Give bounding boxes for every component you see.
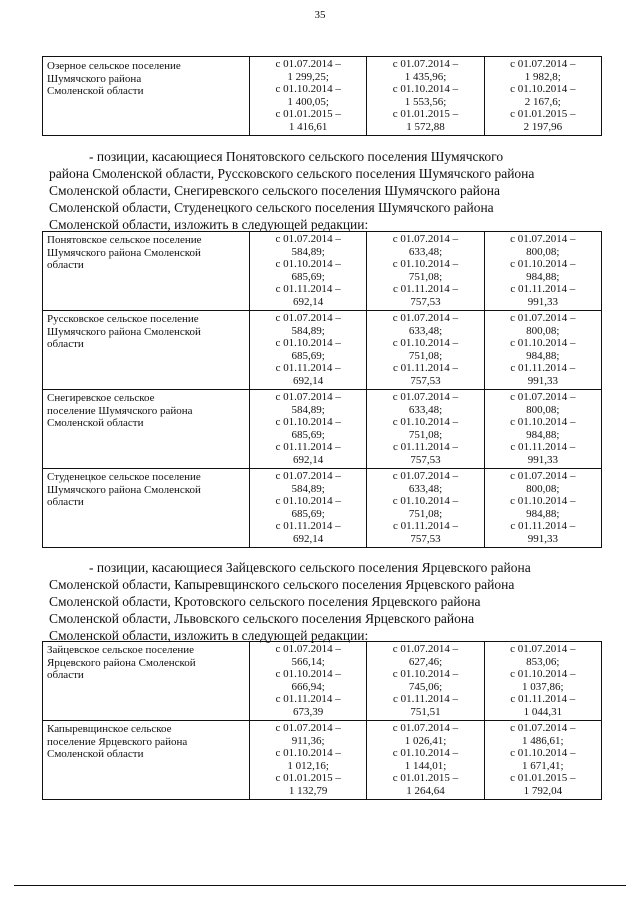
- tariff-cell: [250, 311, 367, 390]
- tariff-value: 1 416,61: [288, 120, 328, 133]
- tariff-period: с 01.07.2014 –: [275, 643, 341, 655]
- tariff-period: с 01.11.2014 –: [510, 441, 576, 453]
- settlement-name-cell: [43, 57, 250, 136]
- tariff-value: 633,48;: [408, 324, 443, 337]
- tariff-cell: [250, 721, 367, 800]
- settlement-name-line: Студенецкое сельское поселение: [47, 471, 201, 483]
- tariff-value: 751,51: [410, 705, 441, 718]
- tariff-value: 1 026,41;: [404, 734, 447, 747]
- tariff-value: 991,33: [527, 295, 558, 308]
- tariff-value: 1 486,61;: [522, 734, 564, 747]
- tariff-value: 751,08;: [408, 507, 443, 520]
- settlement-name-line: Шумячского района Смоленской: [47, 483, 201, 496]
- tariff-period: с 01.07.2014 –: [392, 391, 459, 403]
- tariff-period: с 01.07.2014 –: [510, 722, 576, 734]
- tariff-value: 751,08;: [408, 428, 443, 441]
- tariff-period: с 01.11.2014 –: [275, 362, 341, 374]
- tariff-period: с 01.07.2014 –: [392, 58, 459, 70]
- tariff-value: 1 400,05;: [287, 95, 329, 108]
- tariff-value: 2 167,6;: [524, 95, 561, 108]
- tariff-cell: [367, 57, 484, 136]
- tariff-value: 745,06;: [408, 680, 443, 693]
- tariff-cell: [484, 721, 601, 800]
- settlement-name-line: области: [47, 669, 84, 681]
- tariff-period: с 01.11.2014 –: [510, 362, 576, 374]
- tariff-value: 1 299,25;: [287, 70, 329, 83]
- paragraph-line: Смоленской области, Кротовского сельского поселения Ярцевского района: [49, 594, 481, 609]
- tariff-value: 984,88;: [526, 428, 560, 441]
- tariff-period: с 01.01.2015 –: [392, 772, 459, 784]
- tariff-value: 984,88;: [526, 270, 560, 283]
- paragraph-line: Смоленской области, Снегиревского сельского поселения Шумячского района: [49, 183, 500, 198]
- settlement-name-line: Озерное сельское поселение: [47, 60, 181, 72]
- tariff-period: с 01.11.2014 –: [275, 283, 341, 295]
- tariff-period: с 01.11.2014 –: [393, 520, 458, 532]
- tariff-period: с 01.11.2014 –: [275, 441, 341, 453]
- tariff-period: с 01.10.2014 –: [510, 83, 576, 95]
- tariff-cell: [484, 642, 601, 721]
- tariff-cell: [250, 469, 367, 548]
- tariff-value: 685,69;: [291, 270, 325, 283]
- tariff-period: с 01.10.2014 –: [275, 668, 341, 680]
- settlement-name-cell: [43, 232, 250, 311]
- tariff-period: с 01.10.2014 –: [275, 747, 341, 759]
- tariff-period: с 01.07.2014 –: [275, 312, 341, 324]
- table-row: [43, 311, 602, 390]
- paragraph-line: - позиции, касающиеся Понятовского сельского поселения Шумячского: [89, 149, 504, 164]
- tariff-value: 800,08;: [526, 403, 560, 416]
- tariff-period: с 01.07.2014 –: [275, 391, 341, 403]
- tariff-value: 673,39: [293, 705, 324, 718]
- tariff-period: с 01.07.2014 –: [510, 391, 576, 403]
- tariff-cell: [250, 57, 367, 136]
- tariff-cell: [367, 642, 484, 721]
- tariff-period: с 01.10.2014 –: [275, 258, 341, 270]
- tariff-value: 1 671,41;: [522, 759, 564, 772]
- tariff-value: 757,53: [410, 295, 441, 308]
- tariff-period: с 01.10.2014 –: [392, 337, 459, 349]
- tariff-value: 1 982,8;: [524, 70, 561, 83]
- tariff-period: с 01.10.2014 –: [510, 416, 576, 428]
- tariff-value: 800,08;: [526, 245, 560, 258]
- tariff-value: 757,53: [410, 374, 441, 387]
- settlement-name-line: области: [47, 496, 84, 508]
- tariff-cell: [250, 642, 367, 721]
- tariff-period: с 01.10.2014 –: [275, 83, 341, 95]
- tariff-period: с 01.11.2014 –: [510, 520, 576, 532]
- settlement-name-line: Ярцевского района Смоленской: [47, 656, 196, 669]
- tariff-period: с 01.07.2014 –: [510, 58, 576, 70]
- tariff-value: 2 197,96: [523, 120, 563, 133]
- tariff-period: с 01.07.2014 –: [392, 312, 459, 324]
- tariff-value: 1 144,01;: [404, 759, 447, 772]
- tariff-value: 692,14: [293, 295, 324, 308]
- tariff-value: 584,89;: [291, 324, 325, 337]
- table-row: [43, 721, 602, 800]
- tariff-value: 566,14;: [291, 655, 325, 668]
- tariff-period: с 01.10.2014 –: [510, 258, 576, 270]
- tariff-value: 685,69;: [291, 507, 325, 520]
- settlement-name-line: области: [47, 338, 84, 350]
- tariff-period: с 01.11.2014 –: [275, 693, 341, 705]
- tariff-value: 751,08;: [408, 349, 443, 362]
- tariff-period: с 01.10.2014 –: [392, 747, 459, 759]
- tariff-value: 991,33: [527, 453, 558, 466]
- tariff-period: с 01.07.2014 –: [510, 643, 576, 655]
- tariff-period: с 01.07.2014 –: [275, 722, 341, 734]
- tariff-cell: [250, 390, 367, 469]
- tariff-period: с 01.07.2014 –: [392, 643, 459, 655]
- tariff-value: 911,36;: [291, 734, 325, 747]
- tariff-table-shumyachsky: [42, 231, 602, 548]
- table-row: [43, 390, 602, 469]
- settlement-name-line: области: [47, 259, 84, 271]
- tariff-cell: [367, 311, 484, 390]
- tariff-period: с 01.11.2014 –: [393, 693, 458, 705]
- tariff-value: 1 044,31: [523, 705, 563, 718]
- tariff-period: с 01.07.2014 –: [510, 470, 576, 482]
- tariff-cell: [484, 390, 601, 469]
- tariff-value: 692,14: [293, 453, 324, 466]
- tariff-period: с 01.11.2014 –: [393, 283, 458, 295]
- tariff-period: с 01.01.2015 –: [392, 108, 459, 120]
- tariff-period: с 01.07.2014 –: [392, 470, 459, 482]
- tariff-value: 1 264,64: [406, 784, 445, 797]
- settlement-name-line: Шумячского района Смоленской: [47, 246, 201, 259]
- tariff-period: с 01.11.2014 –: [510, 693, 576, 705]
- settlement-name-line: Русcковское сельское поселение: [47, 313, 199, 325]
- tariff-value: 627,46;: [408, 655, 443, 668]
- paragraph-line: Смоленской области, Капыревщинского сельского поселения Ярцевского района: [49, 577, 515, 592]
- paragraph-line: Смоленской области, Львовского сельского поселения Ярцевского района: [49, 611, 475, 626]
- tariff-period: с 01.10.2014 –: [392, 258, 459, 270]
- tariff-value: 1 553,56;: [404, 95, 447, 108]
- settlement-name-line: Капыревщинское сельское: [47, 723, 172, 735]
- tariff-value: 757,53: [410, 453, 441, 466]
- footer-rule: [14, 885, 626, 886]
- tariff-period: с 01.10.2014 –: [275, 495, 341, 507]
- settlement-name-line: Шумячского района: [47, 72, 142, 85]
- tariff-cell: [250, 232, 367, 311]
- tariff-period: с 01.11.2014 –: [275, 520, 341, 532]
- tariff-period: с 01.10.2014 –: [510, 668, 576, 680]
- settlement-name-cell: [43, 390, 250, 469]
- tariff-value: 853,06;: [526, 655, 560, 668]
- table-row: [43, 57, 602, 136]
- tariff-value: 633,48;: [408, 482, 443, 495]
- tariff-period: с 01.07.2014 –: [275, 470, 341, 482]
- tariff-value: 584,89;: [291, 245, 325, 258]
- tariff-cell: [367, 469, 484, 548]
- settlement-name-line: Шумячского района Смоленской: [47, 325, 201, 338]
- settlement-name-line: Смоленской области: [47, 85, 144, 97]
- tariff-value: 984,88;: [526, 507, 560, 520]
- settlement-name-cell: [43, 642, 250, 721]
- tariff-value: 991,33: [527, 374, 558, 387]
- table-row: [43, 469, 602, 548]
- tariff-value: 800,08;: [526, 482, 560, 495]
- tariff-period: с 01.01.2015 –: [510, 108, 576, 120]
- tariff-value: 1 037,86;: [522, 680, 564, 693]
- settlement-name-line: Смоленской области: [47, 748, 144, 760]
- tariff-period: с 01.11.2014 –: [510, 283, 576, 295]
- tariff-value: 584,89;: [291, 403, 325, 416]
- tariff-value: 633,48;: [408, 245, 443, 258]
- paragraph-line: Смоленской области, изложить в следующей редакции:: [49, 628, 369, 643]
- tariff-period: с 01.07.2014 –: [392, 233, 459, 245]
- tariff-period: с 01.07.2014 –: [275, 58, 341, 70]
- settlement-name-line: Смоленской области: [47, 417, 144, 429]
- tariff-value: 1 792,04: [523, 784, 563, 797]
- table-row: [43, 642, 602, 721]
- tariff-period: с 01.07.2014 –: [510, 312, 576, 324]
- settlement-name-line: поселение Шумячского района: [47, 404, 193, 417]
- tariff-period: с 01.10.2014 –: [392, 416, 459, 428]
- page-number: 35: [314, 9, 326, 21]
- tariff-table-shumyachsky-ozernoe: [42, 56, 602, 136]
- settlement-name-cell: [43, 469, 250, 548]
- settlement-name-cell: [43, 311, 250, 390]
- tariff-period: с 01.01.2015 –: [275, 108, 341, 120]
- settlement-name-cell: [43, 721, 250, 800]
- settlement-name-line: Зайцевское сельское поселение: [47, 644, 195, 656]
- paragraph-line: - позиции, касающиеся Зайцевского сельского поселения Ярцевского района: [89, 560, 531, 575]
- tariff-cell: [484, 232, 601, 311]
- tariff-period: с 01.07.2014 –: [392, 722, 459, 734]
- tariff-value: 692,14: [293, 374, 324, 387]
- paragraph-line: Смоленской области, изложить в следующей редакции:: [49, 217, 369, 232]
- tariff-period: с 01.10.2014 –: [275, 416, 341, 428]
- tariff-cell: [484, 57, 601, 136]
- tariff-value: 800,08;: [526, 324, 560, 337]
- settlement-name-line: Снегиревское сельское: [47, 392, 155, 404]
- paragraph-line: района Смоленской области, Руссковского сельского поселения Шумячского района: [49, 166, 535, 181]
- tariff-period: с 01.01.2015 –: [275, 772, 341, 784]
- tariff-value: 685,69;: [291, 349, 325, 362]
- tariff-period: с 01.10.2014 –: [510, 747, 576, 759]
- tariff-period: с 01.10.2014 –: [275, 337, 341, 349]
- paragraph-line: Смоленской области, Студенецкого сельского поселения Шумячского района: [49, 200, 494, 215]
- tariff-value: 757,53: [410, 532, 441, 545]
- tariff-period: с 01.10.2014 –: [392, 83, 459, 95]
- tariff-value: 1 572,88: [406, 120, 445, 133]
- tariff-value: 751,08;: [408, 270, 443, 283]
- tariff-cell: [367, 721, 484, 800]
- tariff-value: 666,94;: [291, 680, 325, 693]
- tariff-cell: [367, 390, 484, 469]
- tariff-period: с 01.01.2015 –: [510, 772, 576, 784]
- tariff-period: с 01.11.2014 –: [393, 362, 458, 374]
- tariff-value: 685,69;: [291, 428, 325, 441]
- tariff-cell: [367, 232, 484, 311]
- tariff-table-yartsevsky: [42, 641, 602, 800]
- settlement-name-line: поселение Ярцевского района: [47, 735, 188, 748]
- tariff-value: 984,88;: [526, 349, 560, 362]
- tariff-value: 1 132,79: [288, 784, 328, 797]
- tariff-value: 1 435,96;: [404, 70, 447, 83]
- tariff-period: с 01.10.2014 –: [392, 495, 459, 507]
- tariff-period: с 01.11.2014 –: [393, 441, 458, 453]
- table-row: [43, 232, 602, 311]
- tariff-period: с 01.10.2014 –: [510, 495, 576, 507]
- tariff-value: 633,48;: [408, 403, 443, 416]
- paragraph-yartsevsky-positions: [49, 559, 595, 644]
- settlement-name-line: Понятовское сельское поселение: [47, 234, 202, 246]
- tariff-value: 991,33: [527, 532, 558, 545]
- paragraph-shumyachsky-positions: [49, 148, 595, 233]
- tariff-period: с 01.07.2014 –: [275, 233, 341, 245]
- tariff-period: с 01.10.2014 –: [510, 337, 576, 349]
- tariff-cell: [484, 469, 601, 548]
- tariff-cell: [484, 311, 601, 390]
- tariff-value: 692,14: [293, 532, 324, 545]
- tariff-value: 1 012,16;: [287, 759, 329, 772]
- tariff-value: 584,89;: [291, 482, 325, 495]
- tariff-period: с 01.10.2014 –: [392, 668, 459, 680]
- tariff-period: с 01.07.2014 –: [510, 233, 576, 245]
